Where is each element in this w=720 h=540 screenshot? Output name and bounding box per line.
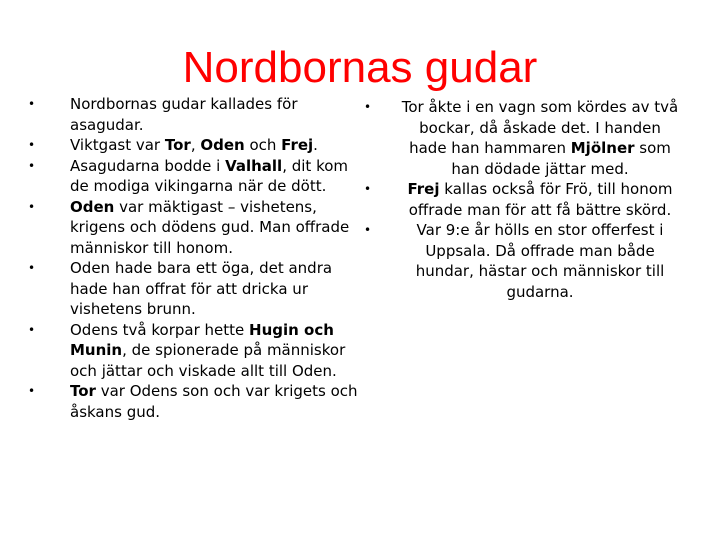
bold-term: Valhall	[225, 156, 283, 175]
right-bullet-list	[364, 97, 680, 302]
bold-term: Frej	[281, 136, 314, 154]
left-bullet-list	[28, 94, 358, 422]
bold-term: Hugin och Munin	[70, 320, 334, 359]
bold-term: Oden	[70, 197, 115, 216]
bullet-item: • Nordbornas gudar kallades för asagudar.	[28, 94, 358, 135]
bullet-item: • Frej kallas också för Frö, till honom offrade man för att få bättre skörd.	[364, 179, 680, 220]
bullet-item: • Odens två korpar hette Hugin och Munin, de spionerade på människor och jättar och viskade allt till Oden.	[28, 320, 358, 382]
bullet-item: • Oden var mäktigast – vishetens, krigens och dödens gud. Man offrade människor till honom.	[28, 197, 358, 259]
bullet-item: • Viktgast var Tor, Oden och Frej.	[28, 135, 358, 156]
bullet-item: • Var 9:e år hölls en stor offerfest i Uppsala. Då offrade man både hundar, hästar och människor till gudarna.	[364, 220, 680, 302]
bold-term: Oden	[200, 136, 245, 154]
bullet-item: • Tor åkte i en vagn som kördes av två bockar, då åskade det. I handen hade han hammaren Mjölner som han dödade jättar med.	[364, 97, 680, 179]
bold-term: Mjölner	[570, 139, 635, 157]
bold-term: Tor	[164, 136, 191, 154]
bullet-item: • Tor var Odens son och var krigets och åskans gud.	[28, 381, 358, 422]
bold-term: Tor	[70, 382, 96, 400]
bullet-item: • Asagudarna bodde i Valhall, dit kom de modiga vikingarna när de dött.	[28, 156, 358, 197]
bold-term: Frej	[407, 180, 440, 198]
bullet-item: • Oden hade bara ett öga, det andra hade han offrat för att dricka ur vishetens brunn.	[28, 258, 358, 320]
slide-title: Nordbornas gudar	[182, 43, 538, 92]
